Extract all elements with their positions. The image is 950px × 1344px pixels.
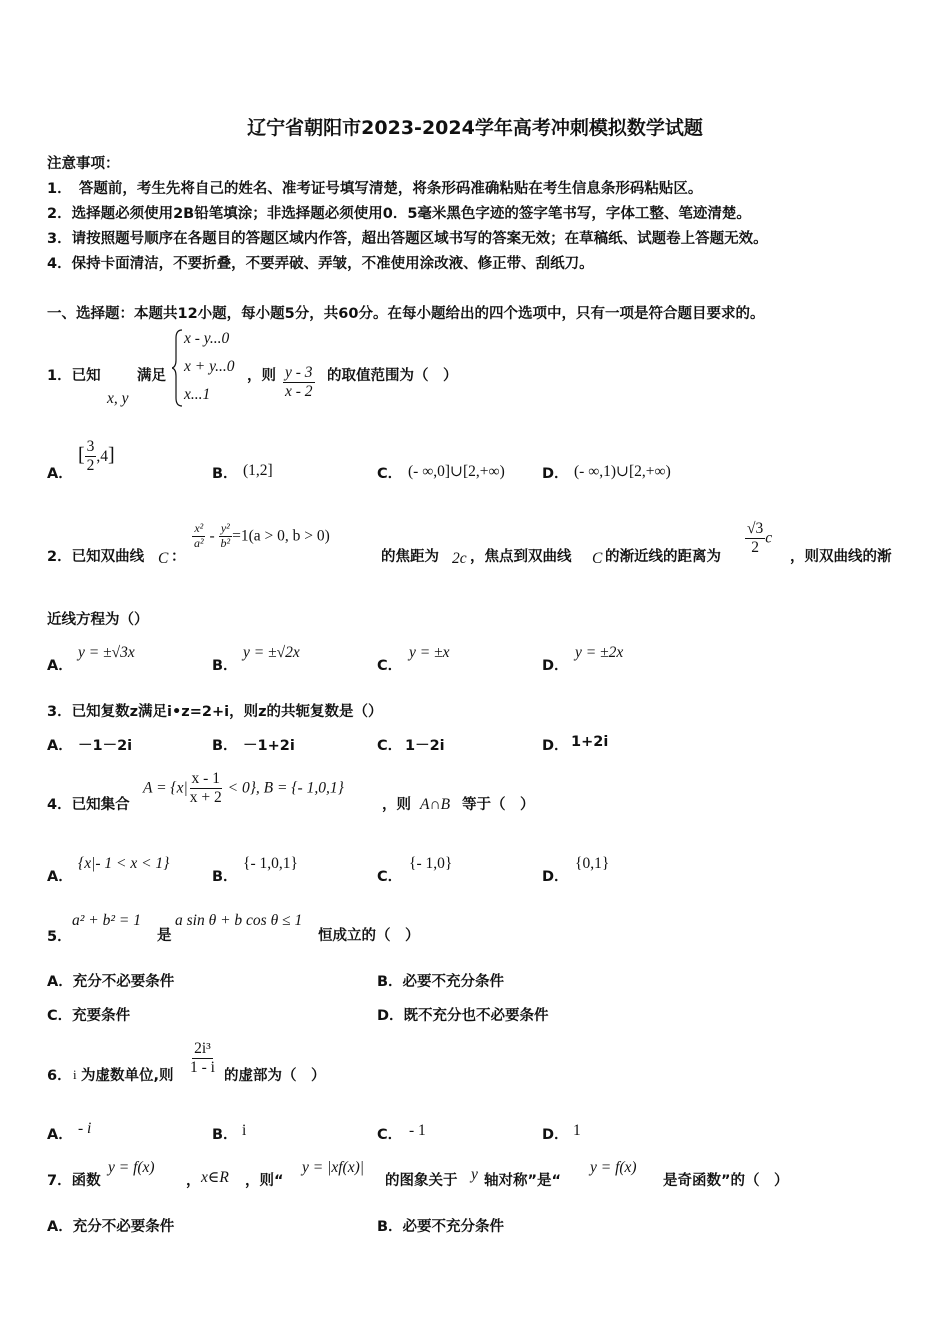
q5-option-a: A．充分不必要条件: [47, 974, 175, 990]
q6-den: 1 - i: [190, 1058, 215, 1076]
q5-is: 是: [157, 928, 172, 944]
q2-text: 近线方程为（）: [47, 612, 149, 628]
q4-intersection: A∩B: [420, 796, 451, 813]
q6-i: i: [73, 1067, 77, 1082]
q6-fraction: [188, 1040, 217, 1077]
q7-func-2: y = |xf(x)|: [302, 1159, 364, 1176]
q5-expr-1: a² + b² = 1: [72, 912, 141, 929]
q2-text: ，焦点到双曲线: [470, 549, 572, 565]
q2-equation: [192, 522, 330, 551]
q4-then: ，则: [382, 797, 411, 813]
q5-option-c: C．充要条件: [47, 1008, 131, 1024]
q2-option-c: y = ±x: [409, 644, 450, 661]
left-brace-icon: [172, 328, 184, 408]
q3-option-b: －1+2i: [243, 738, 295, 754]
q2-minus: -: [205, 527, 219, 545]
q1-then: ，则: [247, 368, 276, 384]
q7-option-a: A．充分不必要条件: [47, 1219, 175, 1235]
q2-curve-name: C: [592, 550, 603, 567]
q4-tail: 等于（ ）: [462, 797, 535, 813]
q7-func-3: y = f(x): [590, 1159, 637, 1176]
q2-text: 的焦距为: [381, 549, 439, 565]
q1-lead: 1．已知: [47, 368, 101, 384]
q2-dist-num: √3: [747, 520, 764, 537]
note-item: 3．请按照题号顺序在各题目的答题区域内作答，超出答题区域书写的答案无效；在草稿纸、试题卷上答题无效。: [47, 231, 768, 247]
q5-option-d: D．既不充分也不必要条件: [377, 1008, 549, 1024]
option-label: D．: [542, 869, 569, 885]
section-heading: 一、选择题：本题共12小题，每小题5分，共60分。在每小题给出的四个选项中，只有一项是符合题目要求的。: [47, 306, 765, 322]
option-label: B．: [212, 869, 238, 885]
q4-set-a-pre: A = {x|: [143, 779, 188, 797]
q1-a-num: 3: [86, 438, 95, 455]
q6-lead: 6．: [47, 1068, 72, 1084]
option-label: A．: [47, 1127, 73, 1143]
q6-text: 为虚数单位,则: [81, 1068, 174, 1084]
q7-text: ，则“: [245, 1173, 284, 1189]
q3-text: 3．已知复数z满足i•z=2+i，则z的共轭复数是（）: [47, 704, 383, 720]
option-label: A．: [47, 658, 73, 674]
option-label: B．: [212, 1127, 238, 1143]
q4-set-a-post: < 0}, B = {- 1,0,1}: [223, 779, 344, 797]
q4-option-a: {x|- 1 < x < 1}: [78, 855, 170, 872]
q3-option-c: 1－2i: [405, 738, 445, 754]
q7-func-1: y = f(x): [108, 1159, 155, 1176]
q4-den: x + 2: [189, 788, 222, 806]
q1-option-b: (1,2]: [243, 462, 273, 479]
page-title: 辽宁省朝阳市2023-2024学年高考冲刺模拟数学试题: [247, 117, 703, 139]
q2-text: 的渐近线的距离为: [605, 549, 721, 565]
option-label: C．: [377, 1127, 403, 1143]
q6-num: 2i³: [194, 1040, 211, 1057]
q5-tail: 恒成立的（ ）: [318, 928, 420, 944]
q1-constraint: x - y...0: [184, 330, 230, 347]
note-item: 2．选择题必须使用2B铅笔填涂；非选择题必须使用0．5毫米黑色字迹的签字笔书写，字体工整、笔迹清楚。: [47, 206, 751, 222]
q1-a-den: 2: [86, 456, 95, 474]
q1-denominator: x - 2: [285, 382, 313, 400]
q2-option-d: y = ±2x: [575, 644, 624, 661]
option-label: B．: [212, 738, 238, 754]
option-label: D．: [542, 466, 569, 482]
q7-option-b: B．必要不充分条件: [377, 1219, 505, 1235]
q6-option-b: i: [242, 1122, 247, 1139]
q7-y: y: [471, 1166, 478, 1183]
option-label: A．: [47, 869, 73, 885]
q7-text: 轴对称”是“: [484, 1173, 562, 1189]
q1-constraint: x + y...0: [184, 358, 235, 375]
q1-tail: 的取值范围为（ ）: [327, 368, 458, 384]
q2-curve-name: C: [158, 550, 169, 567]
q2-y-num: y²: [220, 521, 230, 535]
q2-eq: =1(a > 0, b > 0): [232, 527, 330, 545]
q7-domain: x∈R: [201, 1169, 229, 1186]
q1-constraint: x...1: [184, 386, 211, 403]
option-label: C．: [377, 658, 403, 674]
notes-heading: 注意事项：: [47, 156, 120, 172]
q2-x-num: x²: [194, 521, 204, 535]
q4-option-c: {- 1,0}: [409, 855, 453, 872]
q6-option-c: - 1: [409, 1122, 426, 1139]
option-label: C．: [377, 738, 403, 754]
q2-option-a: y = ±√3x: [78, 644, 135, 661]
q2-x-den: a²: [194, 535, 204, 550]
q1-option-c: (- ∞,0]∪[2,+∞): [408, 463, 505, 480]
q7-text: 的图象关于: [385, 1173, 458, 1189]
q2-y-den: b²: [220, 535, 231, 550]
q7-comma: ，: [186, 1173, 201, 1189]
q2-dist-den: 2: [751, 538, 759, 556]
q2-lead: 2．已知双曲线: [47, 549, 145, 565]
option-label: D．: [542, 658, 569, 674]
q4-num: x - 1: [191, 770, 220, 787]
option-label: C．: [377, 466, 403, 482]
q7-lead: 7．函数: [47, 1173, 101, 1189]
q3-option-a: －1－2i: [78, 738, 133, 754]
q6-option-d: 1: [573, 1122, 581, 1139]
q6-option-a: - i: [78, 1120, 92, 1137]
q2-text: ，则双曲线的渐: [790, 549, 892, 565]
q5-option-b: B．必要不充分条件: [377, 974, 505, 990]
q4-option-b: {- 1,0,1}: [243, 855, 298, 872]
q2-distance: [745, 520, 772, 557]
q2-focal: 2c: [452, 550, 467, 567]
q2-option-b: y = ±√2x: [243, 644, 300, 661]
q2-dist-c: c: [765, 529, 773, 547]
q3-option-d: 1+2i: [571, 734, 609, 750]
option-label: B．: [212, 466, 238, 482]
option-label: C．: [377, 869, 403, 885]
q1-vars: x, y: [107, 390, 129, 407]
option-label: A．: [47, 738, 73, 754]
option-label: B．: [212, 658, 238, 674]
q1-satisfy: 满足: [137, 368, 166, 384]
q6-tail: 的虚部为（ ）: [224, 1068, 326, 1084]
q1-option-d: (- ∞,1)∪[2,+∞): [574, 463, 671, 480]
q1-option-a: [ $\frac{3}{2}$ ,4]: [78, 438, 115, 474]
q7-tail: 是奇函数”的（ ）: [663, 1173, 789, 1189]
q1-fraction: [283, 364, 315, 401]
q4-option-d: {0,1}: [575, 855, 610, 872]
q2-colon: ：: [171, 549, 186, 565]
option-label: D．: [542, 1127, 569, 1143]
option-label: D．: [542, 738, 569, 754]
note-item: 4．保持卡面清洁，不要折叠，不要弄破、弄皱，不准使用涂改液、修正带、刮纸刀。: [47, 256, 594, 272]
q4-sets: [143, 770, 344, 807]
option-label: A．: [47, 466, 73, 482]
q1-numerator: y - 3: [285, 364, 313, 381]
q4-lead: 4．已知集合: [47, 797, 130, 813]
note-item: 1． 答题前，考生先将自己的姓名、准考证号填写清楚，将条形码准确粘贴在考生信息条形码粘贴区。: [47, 181, 703, 197]
q5-lead: 5．: [47, 929, 72, 945]
q5-expr-2: a sin θ + b cos θ ≤ 1: [175, 912, 303, 929]
q1-a-rest: ,4: [96, 447, 109, 465]
